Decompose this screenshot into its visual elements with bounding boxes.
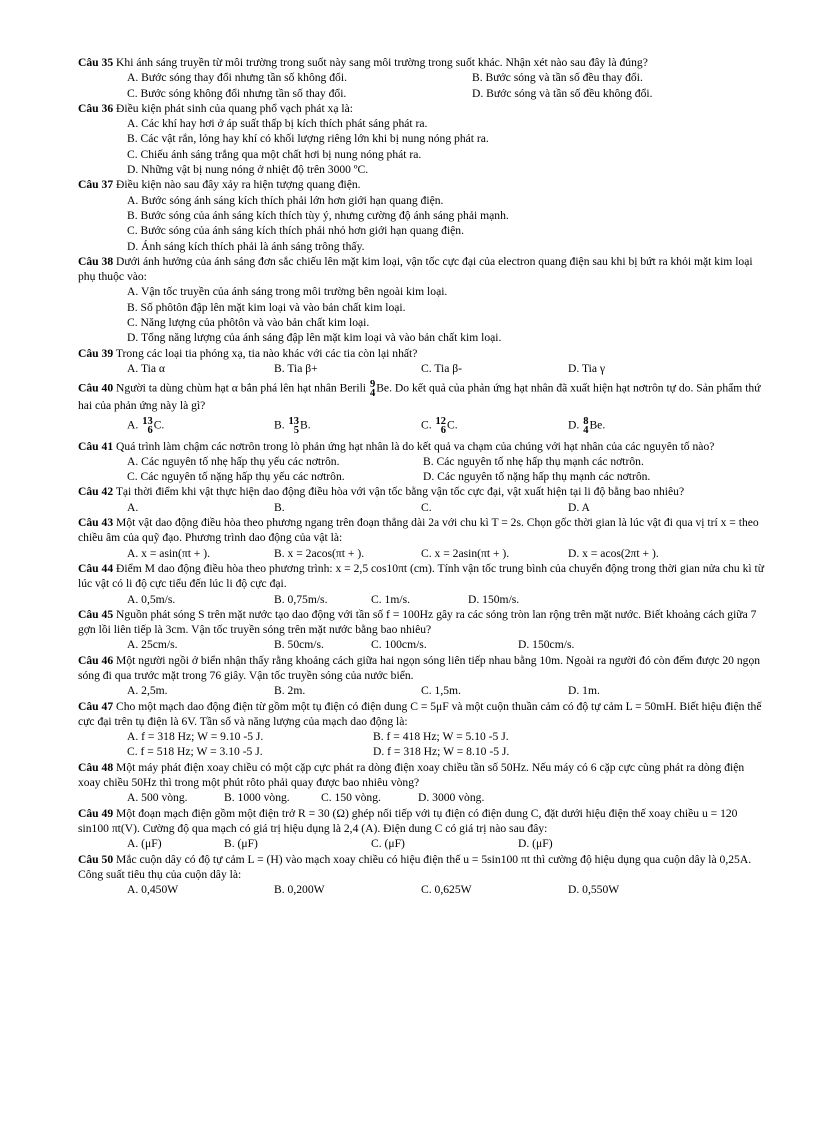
question-number: Câu 44 xyxy=(78,561,114,575)
option-c: C. 150 vòng. xyxy=(321,791,381,805)
option-d: D. 150cm/s. xyxy=(518,638,575,652)
option-a: A. f = 318 Hz; W = 9.10 -5 J. xyxy=(127,730,264,744)
option-b: B. xyxy=(274,500,285,514)
option-b: B. 13 5 B. xyxy=(274,415,311,436)
option-c: C. Các nguyên tố nặng hấp thụ yếu các nơtrôn. xyxy=(127,470,345,484)
option-d: D. Tổng năng lượng của ánh sáng đập lên mặt kim loại và vào bản chất kim loại. xyxy=(127,331,502,345)
question-number: Câu 46 xyxy=(78,653,114,667)
option-d: D. 0,550W xyxy=(568,883,620,897)
question-text: Một người ngồi ở biển nhận thấy rằng khoảng cách giữa hai ngọn sóng liên tiếp nhau bằng 10m. Ngoài ra người đó còn đếm được 20 ngọn sóng đi qua trước mặt trong 76 giây. Vận tốc truyền sóng của nước biển. xyxy=(78,653,761,682)
option-d: D. Tia γ xyxy=(568,361,606,375)
option-d: D. x = acos(2πt + ). xyxy=(568,546,659,560)
question-number: Câu 49 xyxy=(78,806,114,820)
question-text: Dưới ánh hưởng của ánh sáng đơn sắc chiếu lên mặt kim loại, vận tốc cực đại của electron quang điện sau khi bị bứt ra khỏi mặt kim loại phụ thuộc vào: xyxy=(78,254,753,284)
option-c: C. 100cm/s. xyxy=(371,638,427,652)
question-42 xyxy=(78,484,768,515)
question-number: Câu 36 xyxy=(78,101,114,115)
option-b: B. Bước sóng của ánh sáng kích thích tùy ý, nhưng cường độ ánh sáng phải mạnh. xyxy=(127,208,509,222)
option-b: B. Bước sóng và tần số đều thay đổi. xyxy=(472,71,643,85)
option-a: A. 13 6 C. xyxy=(127,415,165,436)
option-b: B. Số phôtôn đập lên mặt kim loại và vào bản chất kim loại. xyxy=(127,300,406,314)
question-text: Tại thời điểm khi vật thực hiện dao động điều hòa với vận tốc bằng vận tốc cực đại, vật xuất hiện tại li độ bằng bao nhiêu? xyxy=(115,485,685,499)
isotope-symbol: Be. xyxy=(376,381,392,395)
option-a: A. Các khí hay hơi ở áp suất thấp bị kích thích phát sáng phát ra. xyxy=(127,117,428,131)
option-b: B. 50cm/s. xyxy=(274,638,324,652)
option-a: A. Các nguyên tố nhẹ hấp thụ yếu các nơtrôn. xyxy=(127,454,340,468)
question-number: Câu 39 xyxy=(78,346,114,360)
question-49 xyxy=(78,806,768,852)
option-b: B. 0,200W xyxy=(274,883,325,897)
question-text: Cho một mạch dao động điện từ gồm một tụ điện có điện dung C = 5μF và một cuộn thuần cảm có độ tự cảm L = 50mH. Biết hiệu điện thế cực đại trên tụ điện là 6V. Tần số và năng lượng của mạch dao động là: xyxy=(78,699,762,728)
option-b: B. f = 418 Hz; W = 5.10 -5 J. xyxy=(373,730,509,744)
option-c: C. 0,625W xyxy=(421,883,472,897)
option-d: D. Các nguyên tố nặng hấp thụ mạnh các nơtrôn. xyxy=(423,470,651,484)
option-c: C. Bước sóng của ánh sáng kích thích phải nhỏ hơn giới hạn quang điện. xyxy=(127,224,465,238)
option-a: A. Bước sóng ánh sáng kích thích phải lớn hơn giới hạn quang điện. xyxy=(127,193,444,207)
option-d: D. Ánh sáng kích thích phải là ánh sáng trông thấy. xyxy=(127,239,365,253)
option-d: D. 1m. xyxy=(568,684,600,698)
question-35 xyxy=(78,55,768,101)
option-d: D. f = 318 Hz; W = 8.10 -5 J. xyxy=(373,745,510,759)
question-number: Câu 45 xyxy=(78,607,114,621)
question-text: Nguồn phát sóng S trên mặt nước tạo dao động với tần số f = 100Hz gây ra các sóng tròn lan rộng trên mặt nước. Biết khoảng cách giữa 7 gợn lồi liên tiếp là 3cm. Vận tốc truyền sóng trên mặt nước bằng bao nhiêu? xyxy=(78,607,757,637)
option-b: B. Các nguyên tố nhẹ hấp thụ mạnh các nơtrôn. xyxy=(423,454,644,468)
exam-page xyxy=(78,55,768,897)
option-a: A. 0,450W xyxy=(127,883,179,897)
question-39 xyxy=(78,346,768,377)
option-b: B. Các vật rắn, lỏng hay khí có khối lượng riêng lớn khi bị nung nóng phát ra. xyxy=(127,132,489,146)
question-text: Một máy phát điện xoay chiều có một cặp cực phát ra dòng điện xoay chiều tần số 50Hz. Nếu máy có 6 cặp cực cùng phát ra dòng điện xoay chiều 50Hz thì trong một phút rôto phải quay được bao nhiêu vòng? xyxy=(78,760,745,790)
question-text: Điều kiện phát sinh của quang phổ vạch phát xạ là: xyxy=(116,101,353,115)
question-50 xyxy=(78,852,768,898)
question-43 xyxy=(78,515,768,561)
question-text: Trong các loại tia phóng xạ, tia nào khác với các tia còn lại nhất? xyxy=(115,346,418,360)
option-c: C. Tia β- xyxy=(421,361,463,375)
option-b: B. Tia β+ xyxy=(274,361,318,375)
option-c: C. xyxy=(421,500,432,514)
question-text-cont: Do kết quả của phản ứng hạt nhân đã xuất hiện hạt nơtrôn tự do. Sản phẩm thứ hai của phản ứng này là gì? xyxy=(78,381,761,413)
option-d: D. 3000 vòng. xyxy=(418,791,485,805)
option-a: A. 2,5m. xyxy=(127,684,168,698)
question-text: Mắc cuộn dây có độ tự cảm L = (H) vào mạch xoay chiều có hiệu điện thế u = 5sin100 πt thì cường độ hiệu dụng qua cuộn dây là 0,25A. Công suất tiêu thụ của cuộn dây là: xyxy=(78,852,752,881)
question-number: Câu 42 xyxy=(78,485,114,499)
question-number: Câu 43 xyxy=(78,516,114,530)
option-c: C. x = 2asin(πt + ). xyxy=(421,546,510,560)
question-number: Câu 35 xyxy=(78,56,114,69)
option-d: D. 150m/s. xyxy=(468,592,520,606)
question-45 xyxy=(78,607,768,653)
question-48 xyxy=(78,760,768,806)
option-d: D. Bước sóng và tần số đều không đổi. xyxy=(472,86,653,100)
option-a: A. (μF) xyxy=(127,837,162,851)
question-38 xyxy=(78,254,768,346)
option-c: C. 1,5m. xyxy=(421,684,461,698)
option-d: D. Những vật bị nung nóng ở nhiệt độ trên 3000 ºC. xyxy=(127,163,369,177)
question-37 xyxy=(78,177,768,253)
question-text: Điều kiện nào sau đây xảy ra hiện tượng quang điện. xyxy=(116,178,361,192)
question-text: Điểm M dao động điều hòa theo phương trình: x = 2,5 cos10πt (cm). Tính vận tốc trung bình của chuyển động trong thời gian nửa chu kì từ lúc vật có li độ cực tiểu đến lúc li độ cực đại. xyxy=(78,561,765,591)
option-d: D. (μF) xyxy=(518,837,553,851)
option-b: B. 2m. xyxy=(274,684,306,698)
option-a: A. Tia α xyxy=(127,361,165,375)
option-a: A. Bước sóng thay đổi nhưng tần số không đổi. xyxy=(127,71,347,85)
question-44 xyxy=(78,561,768,607)
question-number: Câu 38 xyxy=(78,254,114,268)
option-a: A. x = asin(πt + ). xyxy=(127,546,211,560)
question-number: Câu 47 xyxy=(78,699,114,713)
option-b: B. 1000 vòng. xyxy=(224,791,290,805)
option-c: C. Chiếu ánh sáng trắng qua một chất hơi bị nung nóng phát ra. xyxy=(127,147,422,161)
option-a: A. xyxy=(127,500,139,514)
question-number: Câu 40 xyxy=(78,381,114,395)
option-c: C. f = 518 Hz; W = 3.10 -5 J. xyxy=(127,745,263,759)
option-a: A. 25cm/s. xyxy=(127,638,178,652)
question-number: Câu 37 xyxy=(78,178,114,192)
question-number: Câu 50 xyxy=(78,852,114,866)
option-c: C. (μF) xyxy=(371,837,405,851)
question-text: Một vật dao động điều hòa theo phương ngang trên đoạn thẳng dài 2a với chu kì T = 2s. Chọn gốc thời gian là lúc vật đi qua vị trí x = theo chiều âm của quỹ đạo. Phương trình dao động của vật là: xyxy=(78,516,759,545)
option-b: B. x = 2acos(πt + ). xyxy=(274,546,365,560)
option-c: C. Bước sóng không đổi nhưng tần số thay đổi. xyxy=(127,86,347,100)
option-a: A. 500 vòng. xyxy=(127,791,188,805)
question-text: Một đoạn mạch điện gồm một điện trở R = 30 (Ω) ghép nối tiếp với tụ điện có điện dung C, đặt dưới hiệu điện thế xoay chiều u = 120 sin100 πt(V). Cường độ qua mạch có giá trị hiệu dụng là 2,4 (A). Điện dung C có giá trị nào sau đây: xyxy=(78,806,738,835)
question-text: Người ta dùng chùm hạt α bắn phá lên hạt nhân Berili xyxy=(116,381,367,395)
option-d: D. 8 4 Be. xyxy=(568,415,606,436)
option-c: C. Năng lượng của phôtôn và vào bản chất kim loại. xyxy=(127,316,370,330)
isotope-beryllium: 9 4 xyxy=(369,379,376,400)
option-d: D. A xyxy=(568,500,590,514)
question-40 xyxy=(78,380,768,434)
option-a: A. 0,5m/s. xyxy=(127,592,176,606)
question-36 xyxy=(78,101,768,177)
option-b: B. 0,75m/s. xyxy=(274,592,328,606)
question-41 xyxy=(78,439,768,485)
question-46 xyxy=(78,653,768,699)
option-a: A. Vận tốc truyền của ánh sáng trong môi trường bên ngoài kim loại. xyxy=(127,285,448,299)
question-47 xyxy=(78,699,768,760)
option-b: B. (μF) xyxy=(224,837,258,851)
question-text: Khi ánh sáng truyền từ môi trường trong suốt này sang môi trường trong suốt khác. Nhận xét nào sau đây là đúng? xyxy=(116,56,648,69)
option-c: C. 1m/s. xyxy=(371,592,410,606)
question-text: Quá trình làm chậm các nơtrôn trong lò phản ứng hạt nhân là do kết quả va chạm của chúng với hạt nhân của các nguyên tố nào? xyxy=(116,439,715,453)
option-c: C. 12 6 C. xyxy=(421,415,458,436)
question-number: Câu 41 xyxy=(78,439,114,453)
question-number: Câu 48 xyxy=(78,760,114,774)
